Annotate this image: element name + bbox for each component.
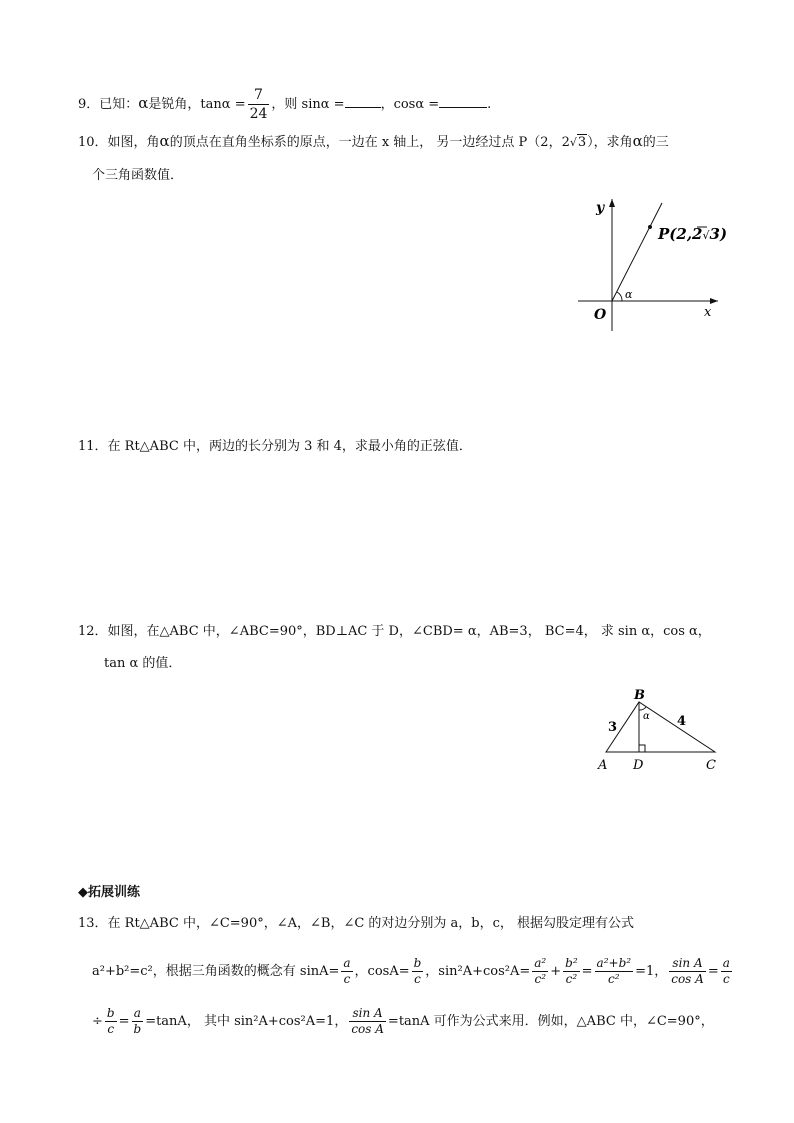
fraction-a-over-b (132, 1006, 144, 1037)
side-ab-length: 3 (608, 720, 618, 735)
question-13-line-1: 13．在 Rt△ABC 中，∠C=90°，∠A，∠B，∠C 的对边分别为 a，b，c， 根据勾股定理有公式 (78, 916, 635, 931)
figure-coordinate-system (570, 195, 730, 335)
fraction-denominator: c² (565, 972, 578, 986)
fraction-numerator: a (132, 1006, 144, 1022)
fraction-denominator: c² (608, 972, 620, 986)
fraction-b2-over-c2 (563, 956, 580, 987)
question-10-line-1: 10．如图，角α的顶点在直角坐标系的原点，一边在 x 轴上， 另一边经过点 P（2，2√3），求角α的三 (78, 132, 669, 150)
origin-label: O (594, 307, 607, 323)
q10-text-4: 的三 (642, 135, 669, 150)
side-bc-length: 4 (677, 714, 687, 729)
fraction-b-over-c (105, 1006, 117, 1037)
fraction-numerator: sin A (349, 1006, 386, 1022)
section-title-extension-training: ◆拓展训练 (78, 885, 140, 900)
fraction-denominator: c (343, 972, 351, 986)
q10-text-2: 的顶点在直角坐标系的原点，一边在 x 轴上， 另一边经过点 P（2，2 (169, 135, 570, 150)
angle-alpha-label: α (625, 288, 633, 301)
q13-text-example: =tanA 可作为公式来用．例如，△ABC 中，∠C=90°， (387, 1014, 714, 1029)
plus-sign: + (550, 964, 562, 979)
fraction-a-over-c (341, 956, 352, 987)
q9-prefix: 9．已知： (78, 97, 139, 112)
question-12-line-1: 12．如图，在△ABC 中，∠ABC=90°，BD⊥AC 于 D，∠CBD= α，AB=3， BC=4， 求 sin α，cos α， (78, 624, 711, 639)
fraction-denominator: c (107, 1022, 115, 1036)
fraction-numerator: a (343, 956, 351, 970)
fraction-numerator: a² (534, 956, 547, 970)
fraction-sina-over-cosa (349, 1006, 386, 1037)
q13-text-eq-1: =1， (635, 964, 668, 979)
angle-alpha-label: α (643, 711, 650, 722)
y-axis-arrow (609, 199, 615, 207)
answer-blank-cos[interactable] (439, 93, 487, 108)
fraction-denominator: c (414, 972, 421, 986)
fraction-denominator: cos A (671, 972, 704, 986)
figure-triangle (592, 685, 722, 775)
fraction-sina-over-cosa (669, 956, 706, 987)
alpha-symbol: α (138, 94, 149, 112)
vertex-a-label: A (598, 758, 608, 773)
q9-text-sin: ，则 sin (271, 97, 321, 112)
q10-text-1: 10．如图，角 (78, 135, 160, 150)
right-angle-mark (639, 745, 645, 752)
answer-blank-sin[interactable] (345, 93, 381, 108)
equals-sign: = (118, 1014, 130, 1029)
q9-text-tan: 是锐角，tan (148, 97, 222, 112)
question-11: 11．在 Rt△ABC 中，两边的长分别为 3 和 4，求最小角的正弦值． (78, 439, 472, 454)
q13-text-identity: ，sin²A+cos²A= (425, 964, 531, 979)
question-9 (78, 86, 491, 123)
fraction-denominator: c (722, 972, 730, 986)
q13-text-tana: =tanA， 其中 sin²A+cos²A=1， (145, 1014, 348, 1029)
fraction-numerator: b² (565, 956, 578, 970)
alpha-symbol: α (159, 132, 170, 150)
q9-text-cos: ，cos (380, 97, 416, 112)
fraction-denominator: b (133, 1022, 142, 1036)
fraction-a2-over-c2 (532, 956, 548, 987)
fraction-denominator: c² (534, 972, 547, 986)
fraction-numerator: b (413, 956, 422, 970)
q9-end: . (487, 97, 492, 112)
q9-alpha-eq-cos: α = (415, 97, 440, 112)
fraction-b-over-c (412, 956, 424, 987)
question-12-line-2: tan α 的值． (104, 656, 182, 671)
triangle-abc (606, 702, 715, 752)
fraction-a2b2-over-c2 (595, 956, 634, 987)
fraction-numerator: b (106, 1006, 115, 1020)
point-p-label: P(2,2√3) (658, 225, 728, 243)
fraction-numerator: sin A (669, 956, 706, 972)
point-d-label: D (633, 758, 644, 773)
question-13-line-3 (92, 1002, 714, 1042)
x-axis-arrow (710, 298, 718, 304)
q13-text-sina: a²+b²=c²，根据三角函数的概念有 sinA= (92, 964, 340, 979)
angle-cbd-arc (639, 707, 646, 710)
q9-alpha-eq: α = (221, 97, 246, 112)
q9-alpha-eq-sin: α = (320, 97, 345, 112)
vertex-c-label: C (706, 758, 716, 773)
point-p (648, 225, 652, 229)
division-sign: ÷ (92, 1014, 103, 1029)
terminal-ray (612, 203, 662, 301)
question-13-line-2 (92, 952, 734, 992)
q13-text-cosa: ，cosA= (354, 964, 410, 979)
fraction-7-24 (248, 86, 270, 123)
fraction-numerator: 7 (248, 86, 270, 105)
alpha-symbol: α (632, 132, 643, 150)
fraction-a-over-c (721, 956, 732, 987)
question-10-line-2: 个三角函数值． (92, 168, 184, 183)
q10-text-3: ），求角 (587, 135, 633, 150)
fraction-numerator: a (722, 956, 730, 970)
y-axis-label: y (596, 200, 605, 216)
fraction-denominator: 24 (249, 106, 268, 122)
equals-sign: = (707, 964, 719, 979)
fraction-denominator: cos A (351, 1022, 384, 1036)
fraction-numerator: a²+b² (596, 956, 632, 970)
x-axis-label: x (704, 305, 712, 320)
sqrt-3: 3 (577, 135, 587, 150)
angle-arc (617, 292, 622, 301)
equals-sign: = (581, 964, 593, 979)
vertex-b-label: B (634, 688, 645, 703)
